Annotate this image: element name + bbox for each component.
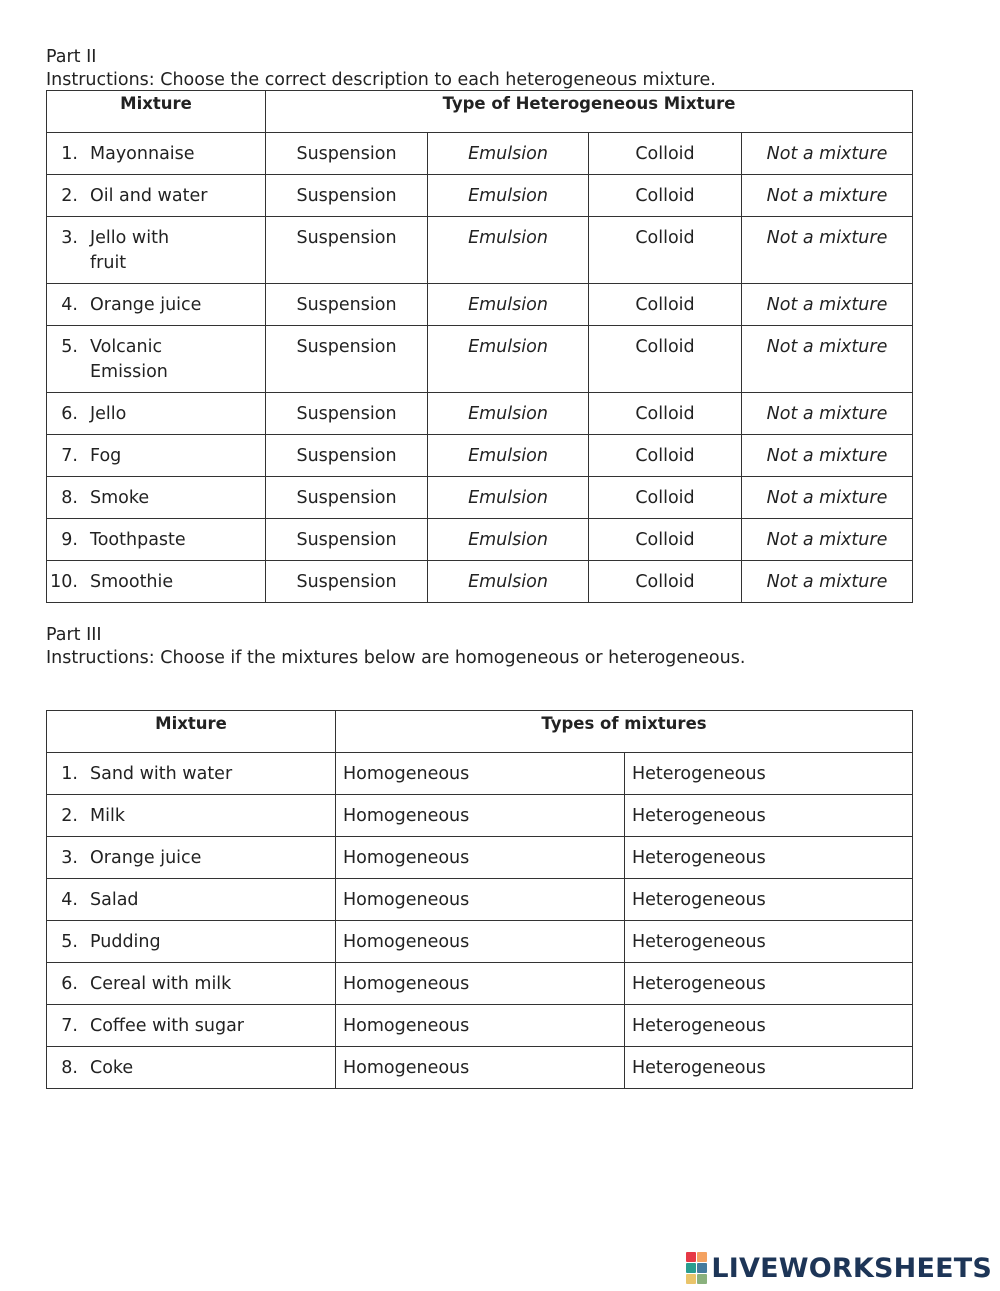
table-row <box>47 1005 913 1047</box>
part2-instructions: Instructions: Choose the correct description to each heterogeneous mixture. <box>46 70 716 90</box>
option-heterogeneous[interactable]: Heterogeneous <box>625 879 913 921</box>
option-emulsion[interactable]: Emulsion <box>428 519 589 561</box>
item-number: 9. <box>61 530 78 550</box>
mixture-name: Toothpaste <box>90 530 186 550</box>
mixture-cell <box>47 753 336 795</box>
item-number: 7. <box>61 446 78 466</box>
option-homogeneous[interactable]: Homogeneous <box>336 1005 625 1047</box>
option-colloid[interactable]: Colloid <box>589 217 742 284</box>
option-homogeneous[interactable]: Homogeneous <box>336 795 625 837</box>
mixture-name: Coke <box>90 1058 134 1078</box>
item-number: 2. <box>61 806 78 826</box>
option-emulsion[interactable]: Emulsion <box>428 133 589 175</box>
table-row <box>47 217 913 284</box>
table-row <box>47 477 913 519</box>
option-heterogeneous[interactable]: Heterogeneous <box>625 1047 913 1089</box>
table-row <box>47 753 913 795</box>
logo-block <box>686 1252 696 1262</box>
mixture-item <box>47 486 265 511</box>
item-number: 1. <box>61 764 78 784</box>
mixture-item <box>47 142 265 167</box>
mixture-cell <box>47 133 266 175</box>
table-row <box>47 1047 913 1089</box>
option-emulsion[interactable]: Emulsion <box>428 175 589 217</box>
logo-mark-icon <box>686 1252 707 1284</box>
table-row <box>47 284 913 326</box>
mixture-item <box>47 402 265 427</box>
item-number: 1. <box>61 144 78 164</box>
option-suspension[interactable]: Suspension <box>266 519 428 561</box>
mixture-name: Orange juice <box>90 848 202 868</box>
option-homogeneous[interactable]: Homogeneous <box>336 1047 625 1089</box>
table-row <box>47 963 913 1005</box>
item-number: 3. <box>61 848 78 868</box>
option-suspension[interactable]: Suspension <box>266 133 428 175</box>
mixture-name: Smoothie <box>90 572 174 592</box>
mixture-item <box>47 184 265 209</box>
option-suspension[interactable]: Suspension <box>266 435 428 477</box>
mixture-cell <box>47 879 336 921</box>
mixture-name: Orange juice <box>90 295 202 315</box>
mixture-name: Smoke <box>90 488 150 508</box>
option-not-a-mixture[interactable]: Not a mixture <box>742 435 913 477</box>
option-suspension[interactable]: Suspension <box>266 175 428 217</box>
mixture-name: Coffee with sugar <box>90 1016 245 1036</box>
item-number: 6. <box>61 974 78 994</box>
logo-block <box>697 1274 707 1284</box>
option-not-a-mixture[interactable]: Not a mixture <box>742 217 913 284</box>
mixture-name: Jello <box>90 404 127 424</box>
option-colloid[interactable]: Colloid <box>589 519 742 561</box>
option-not-a-mixture[interactable]: Not a mixture <box>742 477 913 519</box>
option-homogeneous[interactable]: Homogeneous <box>336 921 625 963</box>
table-row <box>47 519 913 561</box>
part3-title: Part III <box>46 625 102 645</box>
option-colloid[interactable]: Colloid <box>589 477 742 519</box>
mixture-cell <box>47 921 336 963</box>
mixture-cell <box>47 175 266 217</box>
option-not-a-mixture[interactable]: Not a mixture <box>742 561 913 603</box>
mixture-item <box>47 570 265 595</box>
table-row <box>47 326 913 393</box>
mixture-item <box>47 1014 335 1038</box>
option-emulsion[interactable]: Emulsion <box>428 477 589 519</box>
logo-block <box>686 1274 696 1284</box>
option-homogeneous[interactable]: Homogeneous <box>336 963 625 1005</box>
option-not-a-mixture[interactable]: Not a mixture <box>742 284 913 326</box>
item-number: 10. <box>50 572 78 592</box>
option-not-a-mixture[interactable]: Not a mixture <box>742 175 913 217</box>
option-not-a-mixture[interactable]: Not a mixture <box>742 519 913 561</box>
mixture-item <box>47 335 265 385</box>
mixture-name: Volcanic Emission <box>90 337 168 382</box>
option-suspension[interactable]: Suspension <box>266 217 428 284</box>
mixture-cell <box>47 561 266 603</box>
mixture-cell <box>47 519 266 561</box>
option-suspension[interactable]: Suspension <box>266 561 428 603</box>
item-number: 2. <box>61 186 78 206</box>
liveworksheets-logo <box>686 1252 992 1284</box>
mixture-item <box>47 444 265 469</box>
mixture-name: Pudding <box>90 932 161 952</box>
table-row <box>47 435 913 477</box>
logo-block <box>697 1252 707 1262</box>
table-row <box>47 879 913 921</box>
mixture-item <box>47 888 335 912</box>
option-colloid[interactable]: Colloid <box>589 393 742 435</box>
option-emulsion[interactable]: Emulsion <box>428 326 589 393</box>
mixture-name: Fog <box>90 446 122 466</box>
mixture-cell <box>47 1047 336 1089</box>
item-number: 5. <box>61 337 78 357</box>
option-colloid[interactable]: Colloid <box>589 326 742 393</box>
part2-header-type: Type of Heterogeneous Mixture <box>266 91 913 133</box>
option-not-a-mixture[interactable]: Not a mixture <box>742 133 913 175</box>
mixture-name: Mayonnaise <box>90 144 195 164</box>
option-colloid[interactable]: Colloid <box>589 435 742 477</box>
mixture-cell <box>47 837 336 879</box>
mixture-cell <box>47 435 266 477</box>
option-heterogeneous[interactable]: Heterogeneous <box>625 921 913 963</box>
mixture-name: Sand with water <box>90 764 233 784</box>
item-number: 8. <box>61 488 78 508</box>
option-not-a-mixture[interactable]: Not a mixture <box>742 326 913 393</box>
part3-table <box>46 710 913 1089</box>
option-colloid[interactable]: Colloid <box>589 561 742 603</box>
part3-header-types: Types of mixtures <box>336 711 913 753</box>
mixture-name: Oil and water <box>90 186 208 206</box>
item-number: 8. <box>61 1058 78 1078</box>
item-number: 4. <box>61 890 78 910</box>
mixture-name: Jello with fruit <box>90 228 170 273</box>
option-heterogeneous[interactable]: Heterogeneous <box>625 795 913 837</box>
option-colloid[interactable]: Colloid <box>589 284 742 326</box>
option-suspension[interactable]: Suspension <box>266 393 428 435</box>
mixture-cell <box>47 326 266 393</box>
item-number: 6. <box>61 404 78 424</box>
option-heterogeneous[interactable]: Heterogeneous <box>625 837 913 879</box>
mixture-cell <box>47 963 336 1005</box>
table-row <box>47 795 913 837</box>
mixture-name: Milk <box>90 806 125 826</box>
option-heterogeneous[interactable]: Heterogeneous <box>625 753 913 795</box>
mixture-item <box>47 293 265 318</box>
option-suspension[interactable]: Suspension <box>266 477 428 519</box>
option-suspension[interactable]: Suspension <box>266 284 428 326</box>
mixture-name: Salad <box>90 890 139 910</box>
table-row <box>47 393 913 435</box>
mixture-cell <box>47 1005 336 1047</box>
mixture-item <box>47 1056 335 1080</box>
mixture-cell <box>47 217 266 284</box>
option-heterogeneous[interactable]: Heterogeneous <box>625 963 913 1005</box>
logo-text: LIVEWORKSHEETS <box>711 1252 992 1284</box>
mixture-item <box>47 226 265 276</box>
option-heterogeneous[interactable]: Heterogeneous <box>625 1005 913 1047</box>
item-number: 3. <box>61 228 78 248</box>
option-colloid[interactable]: Colloid <box>589 133 742 175</box>
option-not-a-mixture[interactable]: Not a mixture <box>742 393 913 435</box>
table-row <box>47 561 913 603</box>
table-row <box>47 921 913 963</box>
logo-block <box>686 1263 696 1273</box>
option-emulsion[interactable]: Emulsion <box>428 435 589 477</box>
table-row <box>47 175 913 217</box>
part3-instructions: Instructions: Choose if the mixtures below are homogeneous or heterogeneous. <box>46 648 746 668</box>
item-number: 5. <box>61 932 78 952</box>
option-emulsion[interactable]: Emulsion <box>428 284 589 326</box>
table-row <box>47 133 913 175</box>
mixture-item <box>47 762 335 786</box>
item-number: 4. <box>61 295 78 315</box>
option-suspension[interactable]: Suspension <box>266 326 428 393</box>
mixture-cell <box>47 284 266 326</box>
table-row <box>47 837 913 879</box>
mixture-item <box>47 930 335 954</box>
option-colloid[interactable]: Colloid <box>589 175 742 217</box>
mixture-name: Cereal with milk <box>90 974 232 994</box>
option-emulsion[interactable]: Emulsion <box>428 561 589 603</box>
item-number: 7. <box>61 1016 78 1036</box>
mixture-item <box>47 804 335 828</box>
part2-table <box>46 90 913 603</box>
mixture-item <box>47 528 265 553</box>
option-emulsion[interactable]: Emulsion <box>428 393 589 435</box>
part3-header-mixture: Mixture <box>47 711 336 753</box>
option-homogeneous[interactable]: Homogeneous <box>336 753 625 795</box>
mixture-item <box>47 972 335 996</box>
mixture-cell <box>47 795 336 837</box>
mixture-item <box>47 846 335 870</box>
option-emulsion[interactable]: Emulsion <box>428 217 589 284</box>
option-homogeneous[interactable]: Homogeneous <box>336 837 625 879</box>
part2-title: Part II <box>46 47 97 67</box>
part2-header-mixture: Mixture <box>47 91 266 133</box>
option-homogeneous[interactable]: Homogeneous <box>336 879 625 921</box>
mixture-cell <box>47 393 266 435</box>
logo-block <box>697 1263 707 1273</box>
mixture-cell <box>47 477 266 519</box>
